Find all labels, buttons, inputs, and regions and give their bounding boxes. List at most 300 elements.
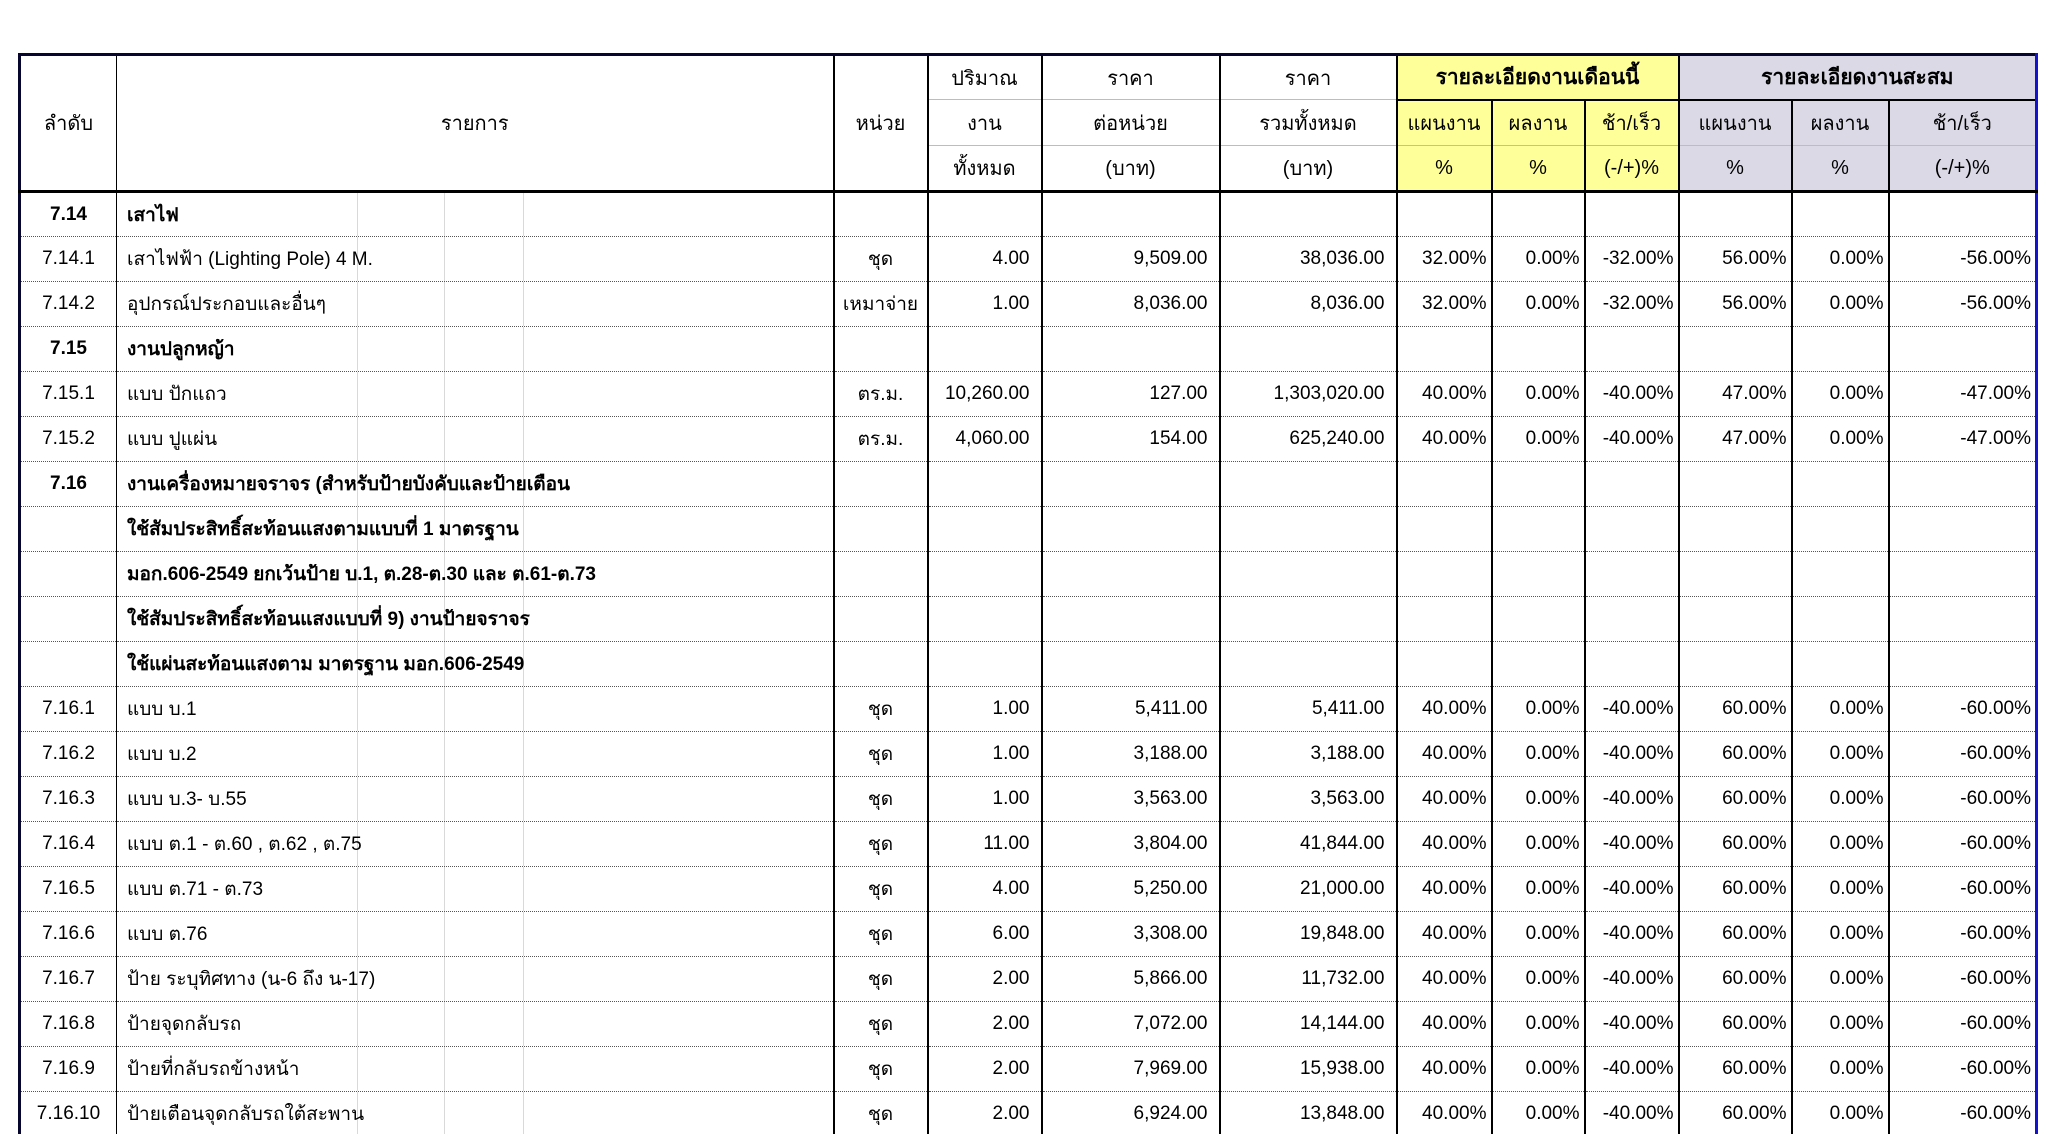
cell-cum-actual <box>1792 507 1889 552</box>
header-total-price-line1: ราคา <box>1220 55 1397 100</box>
cell-qty: 1.00 <box>928 687 1042 732</box>
cell-total-price <box>1220 507 1397 552</box>
cell-qty: 1.00 <box>928 777 1042 822</box>
cell-cum-plan: 60.00% <box>1679 1047 1792 1092</box>
table-row <box>20 507 2037 552</box>
cell-total-price <box>1220 552 1397 597</box>
cell-cum-diff: -60.00% <box>1889 1047 2037 1092</box>
cell-month-actual: 0.00% <box>1492 237 1585 282</box>
cell-month-diff: -32.00% <box>1585 237 1679 282</box>
table-row <box>20 552 2037 597</box>
cell-month-diff: -40.00% <box>1585 1047 1679 1092</box>
cell-cum-plan <box>1679 597 1792 642</box>
cell-cum-actual: 0.00% <box>1792 1002 1889 1047</box>
cell-no <box>20 642 117 687</box>
table-row <box>20 732 2037 777</box>
table-row <box>20 867 2037 912</box>
cell-month-actual: 0.00% <box>1492 912 1585 957</box>
header-no: ลำดับ <box>20 55 117 192</box>
header-month-plan: แผนงาน <box>1397 100 1492 146</box>
table-row <box>20 822 2037 867</box>
cell-month-plan: 40.00% <box>1397 912 1492 957</box>
cell-no: 7.16.8 <box>20 1002 117 1047</box>
header-unit-price-line2: ต่อหน่วย <box>1042 100 1220 146</box>
cell-unit-price: 3,308.00 <box>1042 912 1220 957</box>
cell-month-actual: 0.00% <box>1492 822 1585 867</box>
cell-unit-price: 5,411.00 <box>1042 687 1220 732</box>
cell-item: ป้าย ระบุทิศทาง (น-6 ถึง น-17) <box>117 957 834 1002</box>
cell-unit <box>834 642 928 687</box>
header-month-plan-unit: % <box>1397 146 1492 192</box>
cell-unit: ชุด <box>834 777 928 822</box>
cell-month-actual: 0.00% <box>1492 777 1585 822</box>
header-unit: หน่วย <box>834 55 928 192</box>
cell-unit <box>834 327 928 372</box>
table-row <box>20 237 2037 282</box>
cell-cum-diff <box>1889 462 2037 507</box>
cell-unit: ตร.ม. <box>834 417 928 462</box>
cell-total-price: 5,411.00 <box>1220 687 1397 732</box>
cell-month-plan <box>1397 597 1492 642</box>
header-cum-diff-unit: (-/+)% <box>1889 146 2037 192</box>
cell-unit <box>834 462 928 507</box>
header-month-actual-unit: % <box>1492 146 1585 192</box>
cell-unit-price <box>1042 507 1220 552</box>
cell-month-plan <box>1397 462 1492 507</box>
cell-qty <box>928 552 1042 597</box>
cell-unit-price: 3,804.00 <box>1042 822 1220 867</box>
cell-total-price: 15,938.00 <box>1220 1047 1397 1092</box>
cell-cum-actual: 0.00% <box>1792 1047 1889 1092</box>
cell-month-diff: -40.00% <box>1585 777 1679 822</box>
cell-cum-actual: 0.00% <box>1792 687 1889 732</box>
cell-month-actual: 0.00% <box>1492 687 1585 732</box>
cell-total-price: 14,144.00 <box>1220 1002 1397 1047</box>
cell-month-actual: 0.00% <box>1492 282 1585 327</box>
cell-cum-diff <box>1889 192 2037 237</box>
cell-item: แบบ บ.2 <box>117 732 834 777</box>
header-cum-actual-unit: % <box>1792 146 1889 192</box>
cell-unit-price: 7,969.00 <box>1042 1047 1220 1092</box>
cell-no: 7.16.7 <box>20 957 117 1002</box>
cell-month-plan <box>1397 507 1492 552</box>
cell-cum-diff: -60.00% <box>1889 867 2037 912</box>
cell-month-plan: 40.00% <box>1397 777 1492 822</box>
cell-month-plan <box>1397 327 1492 372</box>
cell-month-diff: -40.00% <box>1585 687 1679 732</box>
cell-month-diff <box>1585 507 1679 552</box>
header-qty-line1: ปริมาณ <box>928 55 1042 100</box>
cell-item: แบบ ปักแถว <box>117 372 834 417</box>
cell-cum-plan: 56.00% <box>1679 282 1792 327</box>
cell-cum-diff: -60.00% <box>1889 957 2037 1002</box>
cell-month-diff: -40.00% <box>1585 1002 1679 1047</box>
cell-qty: 11.00 <box>928 822 1042 867</box>
cell-month-plan: 40.00% <box>1397 1002 1492 1047</box>
header-month-diff-unit: (-/+)% <box>1585 146 1679 192</box>
cell-total-price <box>1220 462 1397 507</box>
cell-total-price: 3,563.00 <box>1220 777 1397 822</box>
cell-cum-plan <box>1679 507 1792 552</box>
cell-unit: ชุด <box>834 1092 928 1134</box>
cell-unit-price: 127.00 <box>1042 372 1220 417</box>
cell-unit <box>834 597 928 642</box>
cell-month-plan <box>1397 192 1492 237</box>
cell-cum-actual: 0.00% <box>1792 957 1889 1002</box>
cell-unit: ชุด <box>834 1047 928 1092</box>
cell-unit-price <box>1042 642 1220 687</box>
cell-unit-price <box>1042 552 1220 597</box>
cell-qty: 4,060.00 <box>928 417 1042 462</box>
cell-month-plan: 40.00% <box>1397 1092 1492 1134</box>
cell-cum-actual <box>1792 597 1889 642</box>
cell-cum-plan: 47.00% <box>1679 417 1792 462</box>
header-qty-line2: งาน <box>928 100 1042 146</box>
cell-month-plan: 40.00% <box>1397 822 1492 867</box>
cell-month-plan: 40.00% <box>1397 417 1492 462</box>
cell-total-price: 19,848.00 <box>1220 912 1397 957</box>
cell-cum-plan: 60.00% <box>1679 1002 1792 1047</box>
cell-cum-plan <box>1679 327 1792 372</box>
cell-total-price: 3,188.00 <box>1220 732 1397 777</box>
cell-cum-diff <box>1889 507 2037 552</box>
header-unit-price-line1: ราคา <box>1042 55 1220 100</box>
cell-unit-price <box>1042 597 1220 642</box>
cell-total-price <box>1220 642 1397 687</box>
cell-no: 7.16.1 <box>20 687 117 732</box>
cell-qty: 4.00 <box>928 867 1042 912</box>
cell-item: แบบ ต.76 <box>117 912 834 957</box>
cell-cum-actual: 0.00% <box>1792 867 1889 912</box>
cell-cum-diff: -47.00% <box>1889 372 2037 417</box>
cell-unit: ชุด <box>834 867 928 912</box>
cell-qty <box>928 642 1042 687</box>
cell-unit-price: 5,250.00 <box>1042 867 1220 912</box>
cell-unit-price: 9,509.00 <box>1042 237 1220 282</box>
table-row <box>20 1002 2037 1047</box>
cell-no: 7.14 <box>20 192 117 237</box>
cell-no: 7.16.5 <box>20 867 117 912</box>
cell-cum-diff: -60.00% <box>1889 912 2037 957</box>
cell-no <box>20 552 117 597</box>
header-cum-actual: ผลงาน <box>1792 100 1889 146</box>
header-qty-line3: ทั้งหมด <box>928 146 1042 192</box>
header-total-price-line3: (บาท) <box>1220 146 1397 192</box>
cell-qty: 1.00 <box>928 732 1042 777</box>
cell-item: ใช้สัมประสิทธิ์สะท้อนแสงตามแบบที่ 1 มาตรฐาน <box>117 507 834 552</box>
cell-unit: ชุด <box>834 732 928 777</box>
cell-month-diff <box>1585 462 1679 507</box>
cell-month-actual <box>1492 507 1585 552</box>
cell-qty <box>928 327 1042 372</box>
cell-total-price: 625,240.00 <box>1220 417 1397 462</box>
cell-no: 7.16.10 <box>20 1092 117 1134</box>
cell-unit <box>834 507 928 552</box>
cell-no: 7.14.2 <box>20 282 117 327</box>
cell-unit-price: 3,188.00 <box>1042 732 1220 777</box>
cell-qty: 4.00 <box>928 237 1042 282</box>
cell-month-diff: -32.00% <box>1585 282 1679 327</box>
table-row <box>20 777 2037 822</box>
cell-cum-plan <box>1679 642 1792 687</box>
cell-no: 7.16.4 <box>20 822 117 867</box>
cell-cum-plan: 60.00% <box>1679 822 1792 867</box>
cell-item: แบบ ต.1 - ต.60 , ต.62 , ต.75 <box>117 822 834 867</box>
cell-item: งานปลูกหญ้า <box>117 327 834 372</box>
cell-month-actual <box>1492 642 1585 687</box>
cell-cum-actual: 0.00% <box>1792 1092 1889 1134</box>
cell-cum-diff: -60.00% <box>1889 732 2037 777</box>
cell-unit-price <box>1042 327 1220 372</box>
cell-no: 7.15.2 <box>20 417 117 462</box>
cell-cum-plan: 56.00% <box>1679 237 1792 282</box>
cell-total-price: 13,848.00 <box>1220 1092 1397 1134</box>
cell-cum-plan <box>1679 192 1792 237</box>
table-row <box>20 462 2037 507</box>
cell-item: ป้ายจุดกลับรถ <box>117 1002 834 1047</box>
cell-unit-price: 7,072.00 <box>1042 1002 1220 1047</box>
cell-no: 7.16.6 <box>20 912 117 957</box>
cell-unit-price: 6,924.00 <box>1042 1092 1220 1134</box>
cell-unit: ชุด <box>834 957 928 1002</box>
table-row <box>20 642 2037 687</box>
table-row <box>20 192 2037 237</box>
cell-cum-plan: 60.00% <box>1679 777 1792 822</box>
cell-no: 7.14.1 <box>20 237 117 282</box>
cell-month-diff <box>1585 552 1679 597</box>
cell-cum-plan: 47.00% <box>1679 372 1792 417</box>
cell-cum-actual: 0.00% <box>1792 912 1889 957</box>
header-unit-price-line3: (บาท) <box>1042 146 1220 192</box>
cell-total-price: 41,844.00 <box>1220 822 1397 867</box>
cell-cum-actual: 0.00% <box>1792 417 1889 462</box>
cell-unit <box>834 552 928 597</box>
cell-unit: ชุด <box>834 822 928 867</box>
cell-item: อุปกรณ์ประกอบและอื่นๆ <box>117 282 834 327</box>
cell-unit <box>834 192 928 237</box>
cell-month-actual <box>1492 552 1585 597</box>
cell-qty <box>928 507 1042 552</box>
cell-month-actual: 0.00% <box>1492 1047 1585 1092</box>
cell-no <box>20 597 117 642</box>
cell-total-price: 21,000.00 <box>1220 867 1397 912</box>
cell-cum-diff: -56.00% <box>1889 282 2037 327</box>
cell-unit-price: 3,563.00 <box>1042 777 1220 822</box>
cell-cum-plan: 60.00% <box>1679 867 1792 912</box>
cell-month-actual <box>1492 327 1585 372</box>
cell-no: 7.16.3 <box>20 777 117 822</box>
cell-cum-plan: 60.00% <box>1679 912 1792 957</box>
cell-cum-diff <box>1889 597 2037 642</box>
table-row <box>20 912 2037 957</box>
cell-total-price: 1,303,020.00 <box>1220 372 1397 417</box>
cell-qty: 10,260.00 <box>928 372 1042 417</box>
cell-month-diff <box>1585 597 1679 642</box>
header-group-month: รายละเอียดงานเดือนนี้ <box>1397 55 1679 100</box>
cell-qty: 2.00 <box>928 1002 1042 1047</box>
cell-cum-actual <box>1792 192 1889 237</box>
cell-month-diff <box>1585 642 1679 687</box>
cell-item: งานเครื่องหมายจราจร (สำหรับป้ายบังคับและป้ายเตือน <box>117 462 834 507</box>
cell-item: แบบ ต.71 - ต.73 <box>117 867 834 912</box>
cell-cum-diff <box>1889 642 2037 687</box>
header-cum-plan-unit: % <box>1679 146 1792 192</box>
table-row <box>20 1047 2037 1092</box>
table-row <box>20 1092 2037 1134</box>
header-month-actual: ผลงาน <box>1492 100 1585 146</box>
cell-item: เสาไฟ <box>117 192 834 237</box>
cell-month-actual: 0.00% <box>1492 732 1585 777</box>
cell-cum-diff: -60.00% <box>1889 1092 2037 1134</box>
cell-unit: ชุด <box>834 912 928 957</box>
cell-qty: 2.00 <box>928 1047 1042 1092</box>
cell-cum-actual: 0.00% <box>1792 237 1889 282</box>
header-cum-plan: แผนงาน <box>1679 100 1792 146</box>
cell-month-actual: 0.00% <box>1492 867 1585 912</box>
header-item: รายการ <box>117 55 834 192</box>
cell-unit: ชุด <box>834 237 928 282</box>
cell-month-plan: 40.00% <box>1397 867 1492 912</box>
header-month-diff: ช้า/เร็ว <box>1585 100 1679 146</box>
cell-no: 7.15.1 <box>20 372 117 417</box>
cell-no: 7.16.9 <box>20 1047 117 1092</box>
cell-month-diff <box>1585 327 1679 372</box>
cell-cum-diff: -56.00% <box>1889 237 2037 282</box>
cell-item: ใช้แผ่นสะท้อนแสงตาม มาตรฐาน มอก.606-2549 <box>117 642 834 687</box>
cell-item: ป้ายที่กลับรถข้างหน้า <box>117 1047 834 1092</box>
cell-unit-price: 5,866.00 <box>1042 957 1220 1002</box>
cell-month-plan: 32.00% <box>1397 282 1492 327</box>
cell-month-actual <box>1492 597 1585 642</box>
cell-total-price <box>1220 597 1397 642</box>
cell-total-price <box>1220 327 1397 372</box>
header-cum-diff: ช้า/เร็ว <box>1889 100 2037 146</box>
cell-qty <box>928 597 1042 642</box>
cell-item: แบบ ปูแผ่น <box>117 417 834 462</box>
cell-total-price: 11,732.00 <box>1220 957 1397 1002</box>
cell-cum-actual <box>1792 462 1889 507</box>
table-row <box>20 687 2037 732</box>
cell-qty: 1.00 <box>928 282 1042 327</box>
cell-cum-actual: 0.00% <box>1792 732 1889 777</box>
cell-month-plan: 32.00% <box>1397 237 1492 282</box>
cell-month-actual: 0.00% <box>1492 372 1585 417</box>
cell-month-plan <box>1397 552 1492 597</box>
cell-month-actual <box>1492 462 1585 507</box>
table-row <box>20 417 2037 462</box>
cell-cum-actual: 0.00% <box>1792 282 1889 327</box>
cell-month-actual: 0.00% <box>1492 417 1585 462</box>
cell-cum-diff: -60.00% <box>1889 777 2037 822</box>
cell-unit-price <box>1042 192 1220 237</box>
cell-month-diff: -40.00% <box>1585 867 1679 912</box>
cell-month-diff: -40.00% <box>1585 912 1679 957</box>
cell-month-plan: 40.00% <box>1397 732 1492 777</box>
cell-cum-plan: 60.00% <box>1679 957 1792 1002</box>
cell-unit: ชุด <box>834 687 928 732</box>
cell-month-diff: -40.00% <box>1585 372 1679 417</box>
cell-item: แบบ บ.1 <box>117 687 834 732</box>
cell-item: มอก.606-2549 ยกเว้นป้าย บ.1, ต.28-ต.30 และ ต.61-ต.73 <box>117 552 834 597</box>
table-row <box>20 957 2037 1002</box>
cell-cum-actual: 0.00% <box>1792 777 1889 822</box>
cell-cum-diff: -60.00% <box>1889 822 2037 867</box>
header-total-price-line2: รวมทั้งหมด <box>1220 100 1397 146</box>
cell-month-plan: 40.00% <box>1397 687 1492 732</box>
cell-cum-plan: 60.00% <box>1679 687 1792 732</box>
cell-cum-actual <box>1792 552 1889 597</box>
cell-cum-diff: -60.00% <box>1889 687 2037 732</box>
cell-cum-diff <box>1889 552 2037 597</box>
cell-month-actual <box>1492 192 1585 237</box>
progress-report-table <box>18 53 2038 1134</box>
cell-unit: เหมาจ่าย <box>834 282 928 327</box>
cell-month-plan: 40.00% <box>1397 372 1492 417</box>
cell-cum-plan: 60.00% <box>1679 732 1792 777</box>
cell-month-diff: -40.00% <box>1585 1092 1679 1134</box>
cell-no: 7.15 <box>20 327 117 372</box>
cell-total-price: 8,036.00 <box>1220 282 1397 327</box>
cell-no: 7.16.2 <box>20 732 117 777</box>
cell-unit: ชุด <box>834 1002 928 1047</box>
cell-month-actual: 0.00% <box>1492 1002 1585 1047</box>
cell-cum-plan <box>1679 552 1792 597</box>
cell-cum-actual: 0.00% <box>1792 372 1889 417</box>
cell-month-actual: 0.00% <box>1492 957 1585 1002</box>
cell-month-plan <box>1397 642 1492 687</box>
cell-month-plan: 40.00% <box>1397 957 1492 1002</box>
cell-month-plan: 40.00% <box>1397 1047 1492 1092</box>
cell-month-diff: -40.00% <box>1585 957 1679 1002</box>
cell-item: ใช้สัมประสิทธิ์สะท้อนแสงแบบที่ 9) งานป้ายจราจร <box>117 597 834 642</box>
cell-qty <box>928 192 1042 237</box>
cell-unit-price: 154.00 <box>1042 417 1220 462</box>
cell-cum-plan: 60.00% <box>1679 1092 1792 1134</box>
cell-item: เสาไฟฟ้า (Lighting Pole) 4 M. <box>117 237 834 282</box>
cell-cum-diff: -60.00% <box>1889 1002 2037 1047</box>
cell-unit-price: 8,036.00 <box>1042 282 1220 327</box>
cell-qty: 2.00 <box>928 1092 1042 1134</box>
table-row <box>20 597 2037 642</box>
cell-month-diff: -40.00% <box>1585 732 1679 777</box>
cell-item: แบบ บ.3- บ.55 <box>117 777 834 822</box>
cell-cum-plan <box>1679 462 1792 507</box>
cell-month-actual: 0.00% <box>1492 1092 1585 1134</box>
cell-item: ป้ายเตือนจุดกลับรถใต้สะพาน <box>117 1092 834 1134</box>
table-row <box>20 282 2037 327</box>
cell-month-diff <box>1585 192 1679 237</box>
table-row <box>20 327 2037 372</box>
cell-no: 7.16 <box>20 462 117 507</box>
table-body <box>20 192 2037 1134</box>
table-header <box>20 55 2037 192</box>
cell-cum-actual <box>1792 642 1889 687</box>
cell-qty <box>928 462 1042 507</box>
cell-total-price <box>1220 192 1397 237</box>
cell-cum-actual: 0.00% <box>1792 822 1889 867</box>
cell-month-diff: -40.00% <box>1585 417 1679 462</box>
cell-total-price: 38,036.00 <box>1220 237 1397 282</box>
table-row <box>20 372 2037 417</box>
cell-cum-actual <box>1792 327 1889 372</box>
cell-cum-diff: -47.00% <box>1889 417 2037 462</box>
cell-unit: ตร.ม. <box>834 372 928 417</box>
cell-no <box>20 507 117 552</box>
cell-unit-price <box>1042 462 1220 507</box>
cell-cum-diff <box>1889 327 2037 372</box>
cell-qty: 6.00 <box>928 912 1042 957</box>
cell-month-diff: -40.00% <box>1585 822 1679 867</box>
